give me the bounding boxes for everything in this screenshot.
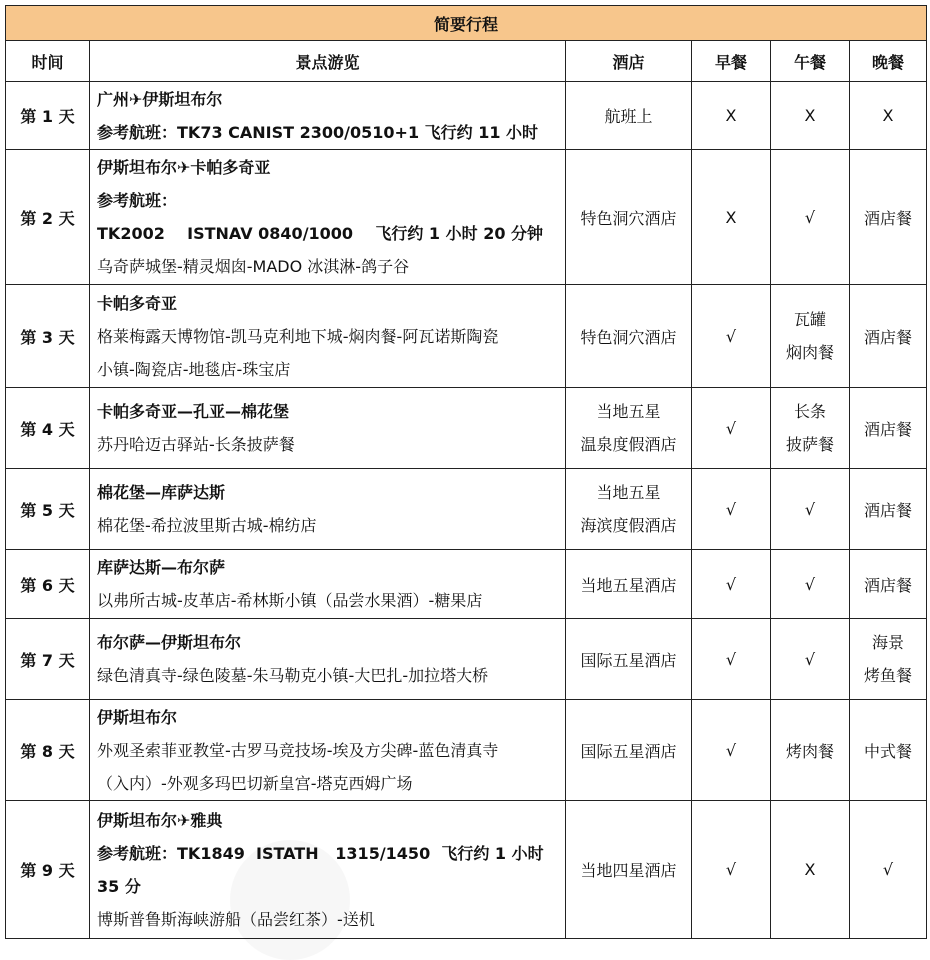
header-breakfast: 早餐 (692, 41, 771, 82)
breakfast-cell: √ (692, 388, 771, 469)
hotel-cell: 特色洞穴酒店 (566, 150, 692, 285)
hotel-cell: 特色洞穴酒店 (566, 285, 692, 388)
dinner-cell: 酒店餐 (850, 388, 927, 469)
breakfast-cell: X (692, 82, 771, 150)
lunch-cell: X (771, 82, 850, 150)
route-title: 伊斯坦布尔 (97, 707, 178, 727)
table-row (6, 82, 927, 150)
header-lunch: 午餐 (771, 41, 850, 82)
dinner-cell: √ (850, 801, 927, 939)
sights-line: （入内）-外观多玛巴切新皇宫-塔克西姆广场 (97, 773, 413, 793)
flight-info-cont: 35 分 (97, 876, 141, 896)
route-cell (90, 469, 566, 550)
sights-line: 苏丹哈迈古驿站-长条披萨餐 (97, 435, 295, 454)
route-cell (90, 82, 566, 150)
header-sights: 景点游览 (90, 41, 566, 82)
lunch-cell: 烤肉餐 (771, 700, 850, 801)
lunch-line: 长条 (793, 402, 826, 421)
route-cell (90, 150, 566, 285)
itinerary-table (5, 5, 927, 939)
table-title: 简要行程 (6, 6, 927, 41)
day-label: 第 9 天 (6, 801, 90, 939)
lunch-cell (771, 388, 850, 469)
flight-label: 参考航班： (97, 191, 178, 210)
day-label: 第 4 天 (6, 388, 90, 469)
day-label: 第 7 天 (6, 619, 90, 700)
breakfast-cell: √ (692, 550, 771, 619)
lunch-cell: √ (771, 550, 850, 619)
dinner-cell: 中式餐 (850, 700, 927, 801)
table-row (6, 469, 927, 550)
day-label: 第 3 天 (6, 285, 90, 388)
route-title: 伊斯坦布尔✈卡帕多奇亚 (97, 158, 271, 177)
header-hotel: 酒店 (566, 41, 692, 82)
sights-line: 以弗所古城-皮革店-希林斯小镇（品尝水果酒）-糖果店 (97, 591, 483, 610)
dinner-cell: 酒店餐 (850, 550, 927, 619)
route-title: 广州✈伊斯坦布尔 (97, 89, 223, 109)
lunch-line: 瓦罐 (793, 310, 826, 329)
route-title: 棉花堡—库萨达斯 (97, 483, 226, 502)
lunch-cell: √ (771, 619, 850, 700)
route-title: 布尔萨—伊斯坦布尔 (97, 633, 242, 652)
hotel-cell: 航班上 (566, 82, 692, 150)
route-cell (90, 619, 566, 700)
route-cell (90, 801, 566, 939)
dinner-cell (850, 619, 927, 700)
hotel-cell (566, 469, 692, 550)
breakfast-cell: √ (692, 285, 771, 388)
route-cell (90, 388, 566, 469)
lunch-cell (771, 285, 850, 388)
route-cell (90, 700, 566, 801)
sights-line: 乌奇萨城堡-精灵烟囱-MADO 冰淇淋-鸽子谷 (97, 257, 410, 276)
hotel-line: 温泉度假酒店 (580, 435, 677, 454)
lunch-cell: X (771, 801, 850, 939)
route-title: 卡帕多奇亚—孔亚—棉花堡 (97, 402, 290, 421)
route-title: 卡帕多奇亚 (97, 293, 178, 313)
hotel-cell: 当地五星酒店 (566, 550, 692, 619)
breakfast-cell: √ (692, 700, 771, 801)
sights-line: 绿色清真寺-绿色陵墓-朱马勒克小镇-大巴扎-加拉塔大桥 (97, 666, 489, 685)
sights-line: 博斯普鲁斯海峡游船（品尝红茶）-送机 (97, 909, 375, 929)
lunch-line: 披萨餐 (785, 435, 834, 454)
day-label: 第 6 天 (6, 550, 90, 619)
sights-line: 格莱梅露天博物馆-凯马克利地下城-焖肉餐-阿瓦诺斯陶瓷 (97, 326, 499, 346)
table-row (6, 700, 927, 801)
hotel-line: 当地五星 (596, 402, 661, 421)
hotel-line: 海滨度假酒店 (580, 516, 677, 535)
dinner-cell: 酒店餐 (850, 285, 927, 388)
dinner-line: 烤鱼餐 (864, 666, 913, 685)
route-title: 库萨达斯—布尔萨 (97, 558, 226, 577)
lunch-cell: √ (771, 150, 850, 285)
table-row (6, 619, 927, 700)
hotel-cell: 当地四星酒店 (566, 801, 692, 939)
table-row (6, 801, 927, 939)
header-time: 时间 (6, 41, 90, 82)
dinner-line: 海景 (872, 633, 905, 652)
breakfast-cell: X (692, 150, 771, 285)
lunch-cell: √ (771, 469, 850, 550)
route-cell (90, 550, 566, 619)
breakfast-cell: √ (692, 801, 771, 939)
hotel-line: 当地五星 (596, 483, 661, 502)
table-row (6, 150, 927, 285)
dinner-cell: X (850, 82, 927, 150)
table-row (6, 550, 927, 619)
table-row (6, 285, 927, 388)
day-label: 第 1 天 (6, 82, 90, 150)
flight-info: 参考航班：TK73 CANIST 2300/0510+1 飞行约 11 小时 (97, 122, 539, 142)
route-title: 伊斯坦布尔✈雅典 (97, 810, 223, 830)
dinner-cell: 酒店餐 (850, 469, 927, 550)
sights-line: 外观圣索菲亚教堂-古罗马竞技场-埃及方尖碑-蓝色清真寺 (97, 740, 499, 760)
breakfast-cell: √ (692, 619, 771, 700)
day-label: 第 2 天 (6, 150, 90, 285)
day-label: 第 8 天 (6, 700, 90, 801)
day-label: 第 5 天 (6, 469, 90, 550)
breakfast-cell: √ (692, 469, 771, 550)
hotel-cell: 国际五星酒店 (566, 619, 692, 700)
flight-info: TK2002 ISTNAV 0840/1000 飞行约 1 小时 20 分钟 (97, 224, 544, 243)
hotel-cell: 国际五星酒店 (566, 700, 692, 801)
route-cell (90, 285, 566, 388)
table-row (6, 388, 927, 469)
hotel-cell (566, 388, 692, 469)
flight-info: 参考航班：TK1849 ISTATH 1315/1450 飞行约 1 小时 (97, 843, 544, 863)
sights-line: 小镇-陶瓷店-地毯店-珠宝店 (97, 359, 291, 379)
sights-line: 棉花堡-希拉波里斯古城-棉纺店 (97, 516, 317, 535)
dinner-cell: 酒店餐 (850, 150, 927, 285)
lunch-line: 焖肉餐 (785, 343, 834, 362)
header-dinner: 晚餐 (850, 41, 927, 82)
